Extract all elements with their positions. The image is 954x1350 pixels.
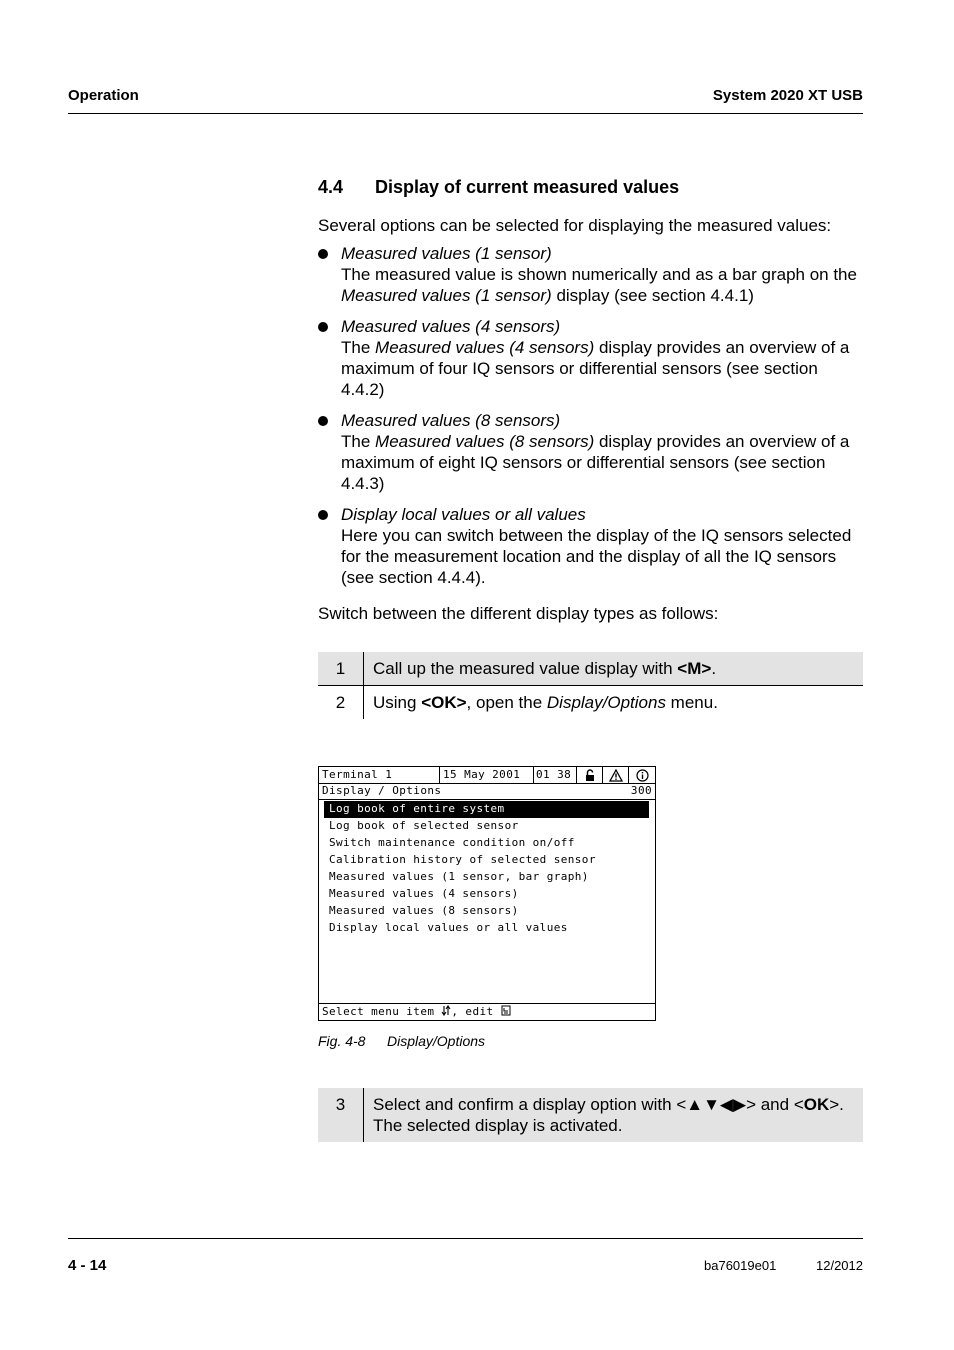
menu-item[interactable]: Log book of entire system: [324, 801, 649, 818]
menu-item[interactable]: Calibration history of selected sensor: [329, 853, 596, 866]
step-number: 2: [318, 686, 364, 720]
bullet-icon: [318, 322, 328, 332]
bullet-title: Measured values (4 sensors): [341, 317, 561, 336]
enter-icon: [501, 1005, 511, 1016]
bullet-item: [318, 243, 863, 306]
step-row: [318, 1088, 863, 1142]
bullet-item: [318, 504, 863, 588]
bullet-item: [318, 316, 863, 400]
step-number: 1: [318, 652, 364, 686]
screen-title-bar: [319, 783, 655, 800]
menu-item[interactable]: Log book of selected sensor: [329, 819, 519, 832]
bullet-body: The Measured values (4 sensors) display provides an overview of a maximum of four IQ sensors or differential sensors (see section 4.4.2): [341, 338, 850, 399]
steps-table: [318, 1088, 863, 1142]
bullet-title: Display local values or all values: [341, 505, 586, 524]
running-header-left: Operation: [68, 87, 139, 104]
device-screen: [318, 766, 656, 1021]
section-heading: [318, 177, 679, 198]
bullet-title: Measured values (8 sensors): [341, 411, 561, 430]
bullet-list: [318, 243, 863, 598]
section-number: 4.4: [318, 177, 344, 197]
step-number: 3: [318, 1088, 364, 1142]
menu-item[interactable]: Measured values (1 sensor, bar graph): [329, 870, 589, 883]
step-row: [318, 686, 863, 720]
bullet-icon: [318, 416, 328, 426]
step-text: Select and confirm a display option with <▲▼◀▶> and <OK>. The selected display is activated.: [364, 1088, 864, 1142]
steps-table: [318, 652, 863, 719]
screen-menu-code: 300: [630, 784, 652, 797]
screen-date: 15 May 2001: [439, 767, 520, 783]
screen-help-line: Select menu item , edit: [319, 1003, 655, 1020]
bullet-title: Measured values (1 sensor): [341, 244, 552, 263]
page-number: 4 - 14: [68, 1257, 107, 1274]
bullet-body: The Measured values (8 sensors) display provides an overview of a maximum of eight IQ sensors or differential sensors (see section 4.4.3): [341, 432, 850, 493]
warning-icon: [602, 767, 629, 783]
header-rule: [68, 113, 863, 114]
screen-menu-title: Display / Options: [322, 784, 442, 797]
bullet-icon: [318, 510, 328, 520]
menu-item[interactable]: Measured values (4 sensors): [329, 887, 519, 900]
bullet-icon: [318, 249, 328, 259]
bullet-body: The measured value is shown numerically and as a bar graph on the Measured values (1 sensor) display (see section 4.4.1): [341, 265, 857, 305]
info-icon: [628, 767, 656, 783]
step-row: [318, 652, 863, 686]
intro-paragraph: Several options can be selected for displaying the measured values:: [318, 216, 832, 235]
figure-caption: Fig. 4-8 Display/Options: [318, 1033, 486, 1049]
screen-time: 01 38: [533, 767, 571, 783]
menu-item[interactable]: Switch maintenance condition on/off: [329, 836, 575, 849]
screen-status-bar: [319, 767, 655, 784]
terminal-label: Terminal 1: [322, 768, 393, 781]
document-date: 12/2012: [816, 1258, 863, 1273]
menu-item[interactable]: Measured values (8 sensors): [329, 904, 519, 917]
lock-icon: [576, 767, 603, 783]
screen-menu: [324, 801, 649, 937]
step-text: Call up the measured value display with <M>.: [364, 652, 864, 686]
section-title: Display of current measured values: [375, 177, 680, 197]
step-text: Using <OK>, open the Display/Options menu.: [373, 693, 718, 712]
running-header-right: System 2020 XT USB: [712, 87, 863, 104]
document-id: ba76019e01: [704, 1258, 777, 1273]
switch-paragraph: Switch between the different display types as follows:: [318, 604, 719, 623]
menu-item[interactable]: Display local values or all values: [329, 921, 568, 934]
updown-icon: [441, 1005, 451, 1016]
footer-rule: [68, 1238, 863, 1239]
bullet-body: Here you can switch between the display of the IQ sensors selected for the measurement location and the display of all the IQ sensors (see section 4.4.4).: [341, 526, 852, 587]
bullet-item: [318, 410, 863, 494]
